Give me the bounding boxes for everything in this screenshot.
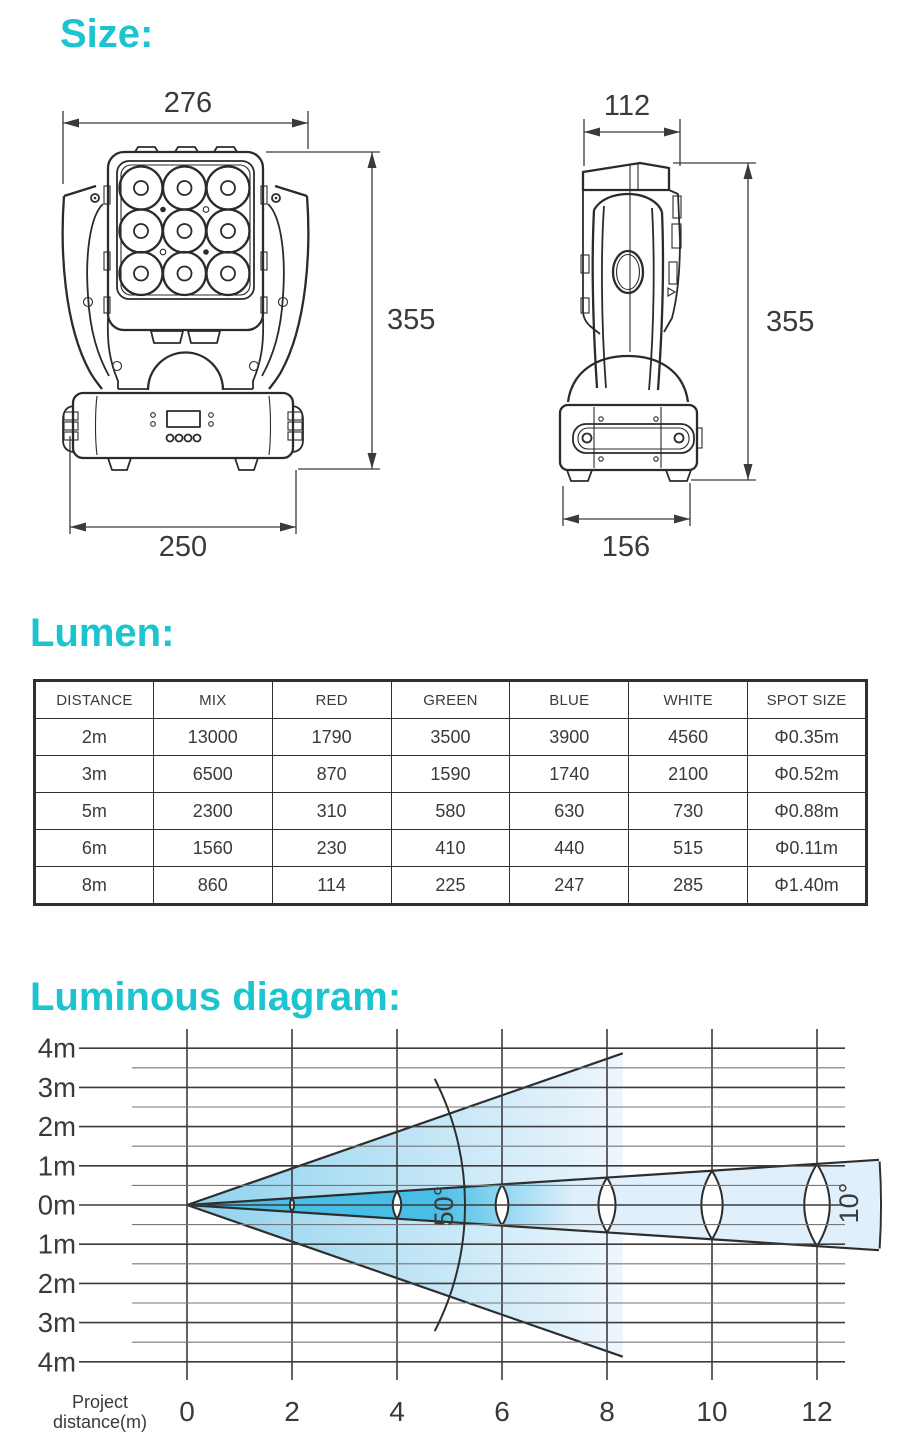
y-tick-label: 4m bbox=[37, 1346, 76, 1378]
side-dimensions bbox=[563, 90, 814, 563]
table-cell: 2300 bbox=[153, 793, 272, 830]
table-cell: 6500 bbox=[153, 756, 272, 793]
table-cell: 515 bbox=[629, 830, 748, 867]
x-tick-label: 2 bbox=[284, 1396, 300, 1427]
table-cell: 310 bbox=[272, 793, 391, 830]
pivot-knob bbox=[613, 251, 643, 293]
table-cell: 4560 bbox=[629, 719, 748, 756]
luminous-diagram-heading: Luminous diagram: bbox=[30, 975, 402, 1019]
x-tick-label: 0 bbox=[179, 1396, 195, 1427]
x-tick-label: 6 bbox=[494, 1396, 510, 1427]
menu-buttons bbox=[167, 435, 201, 442]
yoke-arm-right bbox=[262, 186, 308, 389]
header-cell: WHITE bbox=[629, 681, 748, 719]
front-base bbox=[63, 393, 303, 470]
side-view-drawing bbox=[560, 90, 814, 563]
table-cell: 870 bbox=[272, 756, 391, 793]
front-view-drawing bbox=[63, 87, 436, 563]
table-cell: Φ1.40m bbox=[748, 867, 867, 905]
led-lens bbox=[163, 210, 206, 253]
table-cell: 3500 bbox=[391, 719, 510, 756]
table-cell: Φ0.35m bbox=[748, 719, 867, 756]
table-cell: 3m bbox=[35, 756, 154, 793]
y-tick-label: 3m bbox=[37, 1307, 76, 1339]
led-lens bbox=[120, 167, 163, 210]
led-lens bbox=[207, 167, 250, 210]
front-dimensions bbox=[63, 87, 435, 563]
x-axis-title-line: distance(m) bbox=[52, 1412, 148, 1432]
table-cell: 13000 bbox=[153, 719, 272, 756]
luminous-diagram bbox=[0, 1019, 900, 1446]
x-tick-label: 10 bbox=[696, 1396, 728, 1427]
table-cell: 2m bbox=[35, 719, 154, 756]
table-cell: 440 bbox=[510, 830, 629, 867]
table-cell: 1590 bbox=[391, 756, 510, 793]
size-heading: Size: bbox=[60, 12, 154, 56]
y-axis-labels bbox=[38, 1033, 76, 1378]
side-height-dimension: 355 bbox=[766, 306, 815, 338]
display-panel bbox=[167, 411, 200, 427]
grid-horizontal bbox=[79, 1048, 845, 1362]
table-row bbox=[35, 793, 867, 830]
y-tick-label: 4m bbox=[37, 1032, 76, 1064]
lumen-table bbox=[33, 679, 868, 906]
side-base bbox=[560, 405, 702, 481]
table-cell: 630 bbox=[510, 793, 629, 830]
led-lens bbox=[163, 167, 206, 210]
led-lens bbox=[120, 252, 163, 295]
lumen-heading: Lumen: bbox=[30, 611, 175, 655]
table-cell: 247 bbox=[510, 867, 629, 905]
side-width-dimension: 112 bbox=[603, 90, 651, 122]
table-cell: Φ0.52m bbox=[748, 756, 867, 793]
header-cell: GREEN bbox=[391, 681, 510, 719]
table-cell: 2100 bbox=[629, 756, 748, 793]
header-cell: SPOT SIZE bbox=[748, 681, 867, 719]
x-axis-title-line: Project bbox=[71, 1392, 129, 1412]
table-row bbox=[35, 719, 867, 756]
x-tick-label: 12 bbox=[801, 1396, 833, 1427]
table-row bbox=[35, 756, 867, 793]
led-lens bbox=[207, 210, 250, 253]
header-cell: MIX bbox=[153, 681, 272, 719]
table-cell: 285 bbox=[629, 867, 748, 905]
table-cell: 3900 bbox=[510, 719, 629, 756]
beam-angle-label: 10° bbox=[834, 1182, 864, 1224]
table-cell: 230 bbox=[272, 830, 391, 867]
table-cell: Φ0.11m bbox=[748, 830, 867, 867]
table-row bbox=[35, 867, 867, 905]
table-cell: 1740 bbox=[510, 756, 629, 793]
x-axis-title bbox=[53, 1392, 147, 1432]
table-cell: 410 bbox=[391, 830, 510, 867]
y-tick-label: 1m bbox=[37, 1150, 76, 1182]
table-cell: 8m bbox=[35, 867, 154, 905]
front-width-dimension: 276 bbox=[163, 87, 213, 119]
header-cell: BLUE bbox=[510, 681, 629, 719]
y-tick-label: 0m bbox=[37, 1189, 76, 1221]
table-cell: Φ0.88m bbox=[748, 793, 867, 830]
table-cell: 6m bbox=[35, 830, 154, 867]
y-tick-label: 2m bbox=[37, 1267, 76, 1299]
x-axis-labels bbox=[179, 1396, 832, 1427]
table-cell: 1560 bbox=[153, 830, 272, 867]
table-cell: 730 bbox=[629, 793, 748, 830]
x-tick-label: 8 bbox=[599, 1396, 615, 1427]
led-lens bbox=[207, 252, 250, 295]
size-drawings bbox=[0, 60, 900, 580]
y-tick-label: 1m bbox=[37, 1228, 76, 1260]
table-cell: 1790 bbox=[272, 719, 391, 756]
table-cell: 5m bbox=[35, 793, 154, 830]
table-cell: 114 bbox=[272, 867, 391, 905]
y-tick-label: 2m bbox=[37, 1111, 76, 1143]
x-tick-label: 4 bbox=[389, 1396, 405, 1427]
table-cell: 860 bbox=[153, 867, 272, 905]
side-base-width-dimension: 156 bbox=[601, 531, 651, 563]
yoke-arm-left bbox=[63, 186, 109, 389]
side-head-cap bbox=[583, 163, 669, 190]
front-head-shell bbox=[108, 152, 263, 330]
front-height-dimension: 355 bbox=[387, 304, 436, 336]
table-cell: 580 bbox=[391, 793, 510, 830]
led-lens bbox=[120, 210, 163, 253]
header-cell: DISTANCE bbox=[35, 681, 154, 719]
header-cell: RED bbox=[272, 681, 391, 719]
led-lens bbox=[163, 252, 206, 295]
table-cell: 225 bbox=[391, 867, 510, 905]
table-row bbox=[35, 830, 867, 867]
lens-array bbox=[120, 167, 250, 296]
beam-angle-label: 50° bbox=[429, 1185, 459, 1227]
front-base-width-dimension: 250 bbox=[158, 531, 208, 563]
y-tick-label: 3m bbox=[37, 1071, 76, 1103]
